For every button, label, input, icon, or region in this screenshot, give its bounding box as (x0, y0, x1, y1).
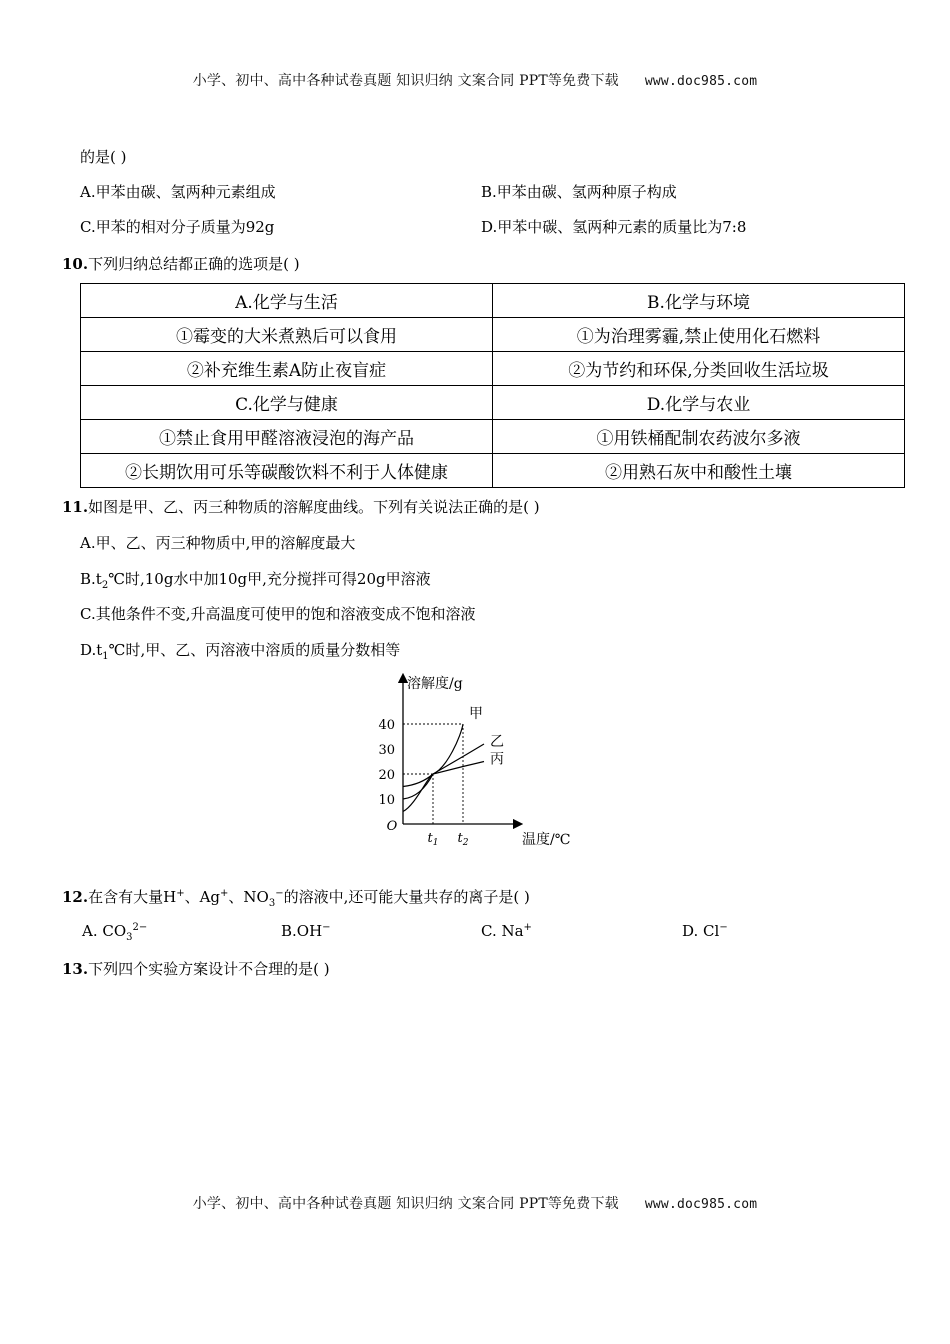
table-cell: ②长期饮用可乐等碳酸饮料不利于人体健康 (81, 454, 493, 488)
q11-number: 11. (62, 498, 89, 516)
q12-no3-text: 、NO (228, 888, 269, 906)
q12-option-b-charge: − (322, 922, 331, 933)
table-cell: ①为治理雾霾,禁止使用化石燃料 (493, 318, 905, 352)
x-tick-label: $t_1$ (427, 831, 439, 848)
q11-option-b-prefix: B.t (80, 570, 102, 588)
q12-ag-charge: + (220, 888, 229, 899)
q11-option-d-prefix: D.t (80, 641, 103, 659)
table-cell: ②补充维生素A防止夜盲症 (81, 352, 493, 386)
q12-stem (62, 886, 530, 909)
series-legend-label: 丙 (490, 751, 504, 768)
solubility-chart (370, 668, 600, 850)
q13-stem-text: 下列四个实验方案设计不合理的是( ) (88, 960, 330, 978)
q13-stem (62, 958, 330, 979)
q11-option-b-subscript: 2 (101, 580, 109, 591)
q11-option-a: A.甲、乙、丙三种物质中,甲的溶解度最大 (80, 534, 356, 552)
q9-option-a: A.甲苯由碳、氢两种元素组成 (80, 183, 276, 201)
q12-option-c (481, 922, 532, 940)
origin-label: O (386, 819, 398, 834)
q13-number: 13. (62, 960, 89, 978)
q11-stem-text: 如图是甲、乙、丙三种物质的溶解度曲线。下列有关说法正确的是( ) (88, 498, 540, 516)
q11-option-c: C.其他条件不变,升高温度可使甲的饱和溶液变成不饱和溶液 (80, 605, 476, 623)
q12-option-b (281, 922, 331, 940)
table-cell: ①用铁桶配制农药波尔多液 (493, 420, 905, 454)
q12-option-c-text: C. Na (481, 922, 524, 940)
q11-option-b-text: ℃时,10g水中加10g甲,充分搅拌可得20g甲溶液 (108, 570, 431, 588)
q10-summary-table (80, 283, 905, 488)
table-row (81, 420, 905, 454)
q12-ag-text: 、Ag (184, 888, 221, 906)
q12-option-d-charge: − (719, 922, 728, 933)
series-legend-label: 乙 (490, 734, 504, 750)
y-axis-label: 溶解度/g (407, 676, 463, 692)
series-legend-label: 甲 (469, 706, 483, 722)
table-cell: A.化学与生活 (81, 284, 493, 318)
y-tick-label: 10 (378, 793, 395, 808)
q10-stem (62, 253, 300, 274)
q12-no3-charge: − (275, 888, 284, 899)
table-row (81, 352, 905, 386)
q9-option-b: B.甲苯由碳、氢两种原子构成 (481, 183, 677, 201)
q9-option-d: D.甲苯中碳、氢两种元素的质量比为7:8 (481, 218, 747, 236)
table-row (81, 318, 905, 352)
q10-stem-text: 下列归纳总结都正确的选项是( ) (88, 255, 300, 273)
x-axis-label: 温度/℃ (522, 832, 571, 848)
q11-option-d-subscript: 1 (102, 651, 109, 662)
table-row (81, 284, 905, 318)
table-row (81, 454, 905, 488)
footer-url: www.doc985.com (644, 1197, 758, 1212)
table-cell: ①霉变的大米煮熟后可以食用 (81, 318, 493, 352)
table-cell: D.化学与农业 (493, 386, 905, 420)
table-cell: ②为节约和环保,分类回收生活垃圾 (493, 352, 905, 386)
q9-option-c: C.甲苯的相对分子质量为92g (80, 218, 275, 236)
q12-option-a-charge: 2− (132, 922, 148, 933)
x-tick-label: $t_2$ (457, 831, 469, 848)
table-row (81, 386, 905, 420)
q12-option-a (82, 922, 147, 943)
q12-number: 12. (62, 888, 89, 906)
q11-option-d (80, 639, 400, 662)
q11-option-d-text: ℃时,甲、乙、丙溶液中溶质的质量分数相等 (108, 641, 401, 659)
q12-stem-text: 的溶液中,还可能大量共存的离子是( ) (283, 888, 530, 906)
x-tick-subscript: 2 (462, 838, 469, 848)
table-cell: ①禁止食用甲醛溶液浸泡的海产品 (81, 420, 493, 454)
footer-text: 小学、初中、高中各种试卷真题 知识归纳 文案合同 PPT等免费下载 (192, 1196, 619, 1212)
table-cell: C.化学与健康 (81, 386, 493, 420)
q12-option-b-text: B.OH (281, 922, 323, 940)
q11-stem (62, 496, 540, 517)
table-cell: ②用熟石灰中和酸性土壤 (493, 454, 905, 488)
q12-option-a-subscript: 3 (126, 932, 133, 943)
q12-h-charge: + (176, 888, 185, 899)
y-tick-label: 30 (378, 743, 395, 758)
q12-stem-prefix: 在含有大量H (88, 888, 177, 906)
y-tick-label: 20 (378, 768, 395, 783)
q12-option-a-text: A. CO (82, 922, 127, 940)
q10-number: 10. (62, 255, 89, 273)
page-footer (0, 1193, 950, 1213)
q12-option-d (682, 922, 728, 940)
y-tick-label: 40 (378, 718, 395, 733)
x-tick-subscript: 1 (432, 838, 439, 848)
q11-option-b (80, 568, 431, 591)
q9-stem-tail: 的是( ) (80, 148, 127, 166)
page-header (0, 70, 950, 90)
header-url: www.doc985.com (644, 74, 758, 89)
header-text: 小学、初中、高中各种试卷真题 知识归纳 文案合同 PPT等免费下载 (192, 73, 619, 89)
table-cell: B.化学与环境 (493, 284, 905, 318)
q12-option-c-charge: + (523, 922, 532, 933)
q12-option-d-text: D. Cl (682, 922, 720, 940)
q12-no3-subscript: 3 (268, 898, 276, 909)
